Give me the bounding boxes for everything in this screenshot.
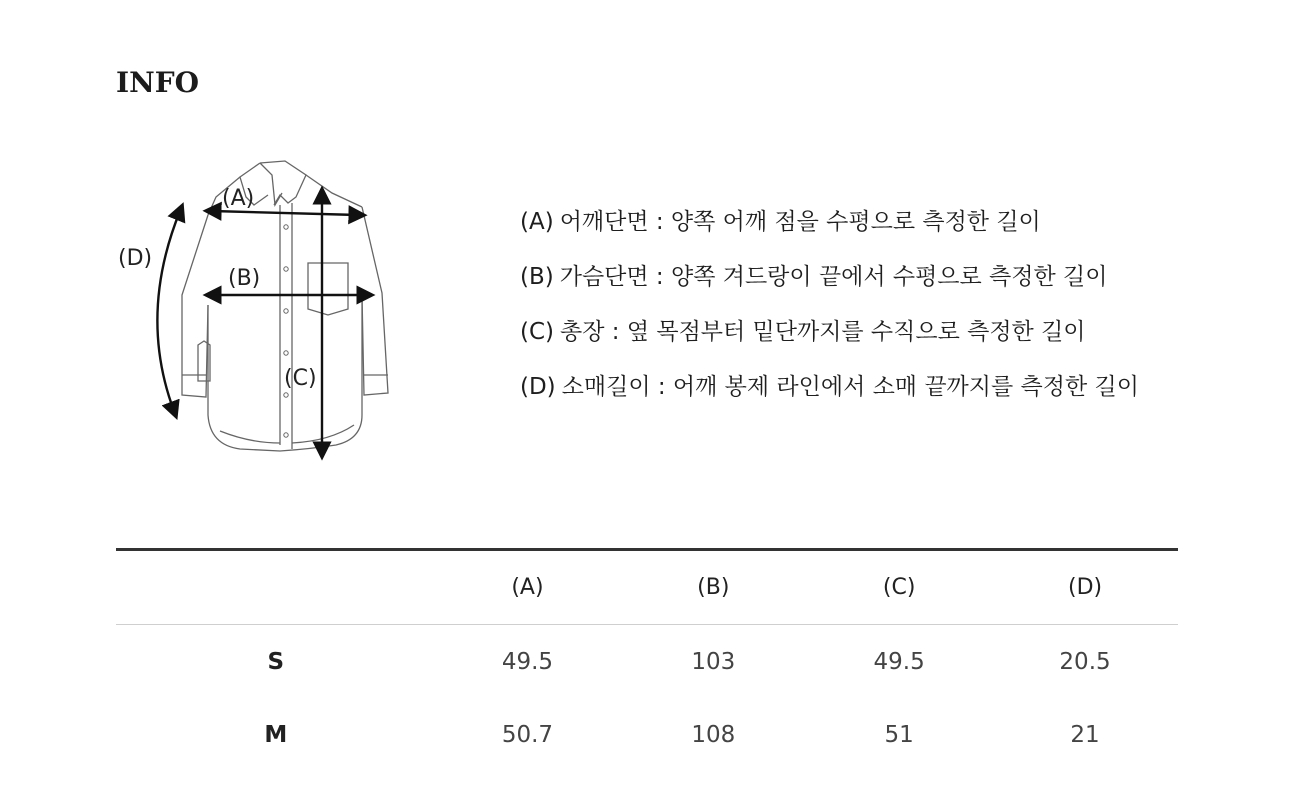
legend-text: 총장 : 옆 목점부터 밑단까지를 수직으로 측정한 길이 bbox=[560, 319, 1086, 345]
label-b: (B) bbox=[228, 266, 261, 291]
size-label: S bbox=[267, 648, 285, 675]
table-header-row bbox=[116, 550, 1178, 625]
table-header-cell: (B) bbox=[620, 550, 806, 625]
table-row bbox=[116, 698, 1178, 771]
table-cell: 49.5 bbox=[873, 648, 925, 675]
legend-key: (C) bbox=[520, 319, 555, 345]
buttons bbox=[284, 225, 288, 437]
legend-text: 어깨단면 : 양쪽 어깨 점을 수평으로 측정한 길이 bbox=[559, 209, 1041, 235]
table-cell: 21 bbox=[1070, 721, 1100, 748]
right-sleeve bbox=[362, 207, 388, 395]
hem-left bbox=[220, 431, 280, 443]
arrow-d bbox=[157, 211, 180, 411]
legend-item-a bbox=[520, 203, 1220, 258]
legend-text: 소매길이 : 어깨 봉제 라인에서 소매 끝까지를 측정한 길이 bbox=[561, 374, 1139, 400]
table-cell: 51 bbox=[884, 721, 914, 748]
legend-key: (A) bbox=[520, 209, 554, 235]
table-cell: 103 bbox=[691, 648, 736, 675]
table-row bbox=[116, 625, 1178, 699]
arrow-a bbox=[212, 211, 358, 215]
legend-item-b bbox=[520, 258, 1220, 313]
table-header-cell bbox=[116, 550, 435, 625]
page-title: INFO bbox=[116, 66, 199, 99]
shirt-diagram-svg bbox=[100, 145, 420, 475]
table-header-cell: (C) bbox=[806, 550, 992, 625]
measure-arrows bbox=[157, 195, 366, 451]
shirt-outline bbox=[182, 161, 388, 451]
legend-text: 가슴단면 : 양쪽 겨드랑이 끝에서 수평으로 측정한 길이 bbox=[559, 264, 1108, 290]
table-header-cell: (D) bbox=[992, 550, 1178, 625]
table-cell: 49.5 bbox=[501, 648, 554, 675]
legend-item-c bbox=[520, 313, 1220, 368]
legend-item-d bbox=[520, 368, 1220, 423]
collar-right bbox=[260, 161, 306, 205]
label-c: (C) bbox=[284, 366, 317, 391]
table-cell: 108 bbox=[691, 721, 736, 748]
legend-key: (B) bbox=[520, 264, 554, 290]
shirt-measurement-diagram bbox=[100, 145, 420, 475]
left-sleeve bbox=[182, 215, 208, 397]
chest-pocket bbox=[308, 263, 348, 315]
measurement-legend bbox=[520, 203, 1220, 423]
size-table bbox=[116, 548, 1178, 771]
table-cell: 50.7 bbox=[501, 721, 554, 748]
label-a: (A) bbox=[222, 186, 255, 211]
table-cell: 20.5 bbox=[1059, 648, 1111, 675]
legend-key: (D) bbox=[520, 374, 556, 400]
label-d: (D) bbox=[118, 246, 153, 271]
right-shoulder bbox=[306, 175, 362, 207]
size-label: M bbox=[264, 721, 288, 748]
table-header-cell: (A) bbox=[435, 550, 621, 625]
